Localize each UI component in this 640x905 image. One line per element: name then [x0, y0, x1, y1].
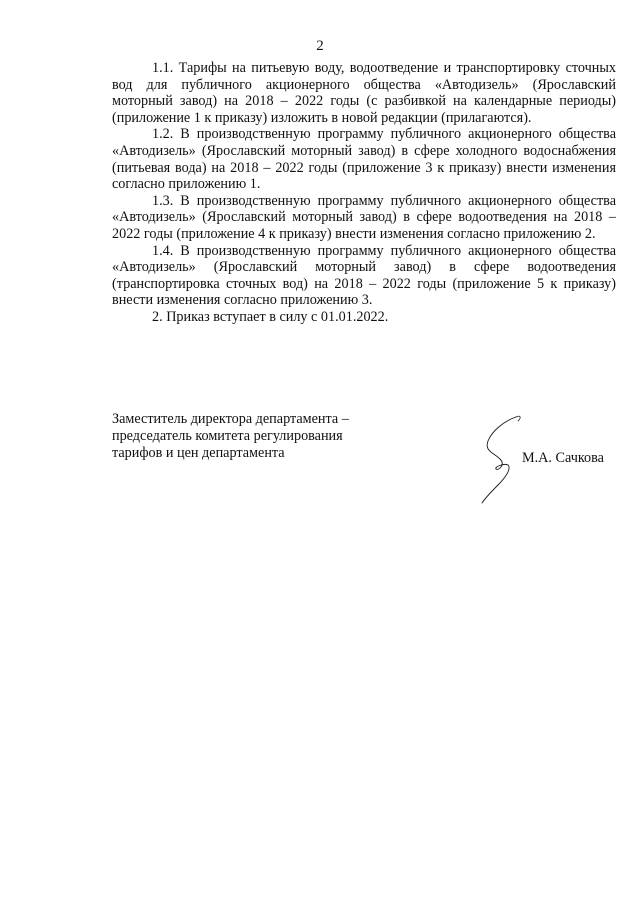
paragraph-1-3: 1.3. В производственную программу публичного акционерного общества «Автодизель» (Ярославский моторный завод) в сфере водоотведения на 2018 – 2022 годы (приложение 4 к приказу) внести изменения согласно приложению 2.: [112, 192, 616, 242]
signer-title-line: председатель комитета регулирования: [112, 428, 343, 444]
signer-title-line: тарифов и цен департамента: [112, 445, 285, 461]
signer-title-line: Заместитель директора департамента –: [112, 411, 349, 427]
document-body: [112, 60, 616, 326]
paragraph-1-4: 1.4. В производственную программу публичного акционерного общества «Автодизель» (Ярославский моторный завод) в сфере водоотведения (транспортировка сточных вод) на 2018 – 2022 годы (приложение 5 к приказу) внести изменения согласно приложению 3.: [112, 242, 616, 309]
paragraph-1-1: 1.1. Тарифы на питьевую воду, водоотведение и транспортировку сточных вод для публичного акционерного общества «Автодизель» (Ярославский моторный завод) на 2018 – 2022 годы (с разбивкой на календарные периоды) (приложение 1 к приказу) изложить в новой редакции (прилагаются).: [112, 60, 616, 126]
signer-name: М.А. Сачкова: [522, 450, 604, 466]
paragraph-1-2: 1.2. В производственную программу публичного акционерного общества «Автодизель» (Ярославский моторный завод) в сфере холодного водоснабжения (питьевая вода) на 2018 – 2022 годы (приложение 3 к приказу) внести изменения согласно приложению 1.: [112, 126, 616, 193]
signer-title: [112, 411, 392, 462]
signature-block: [112, 411, 616, 511]
page-number: 2: [316, 38, 324, 54]
paragraph-2: 2. Приказ вступает в силу с 01.01.2022.: [152, 308, 389, 325]
